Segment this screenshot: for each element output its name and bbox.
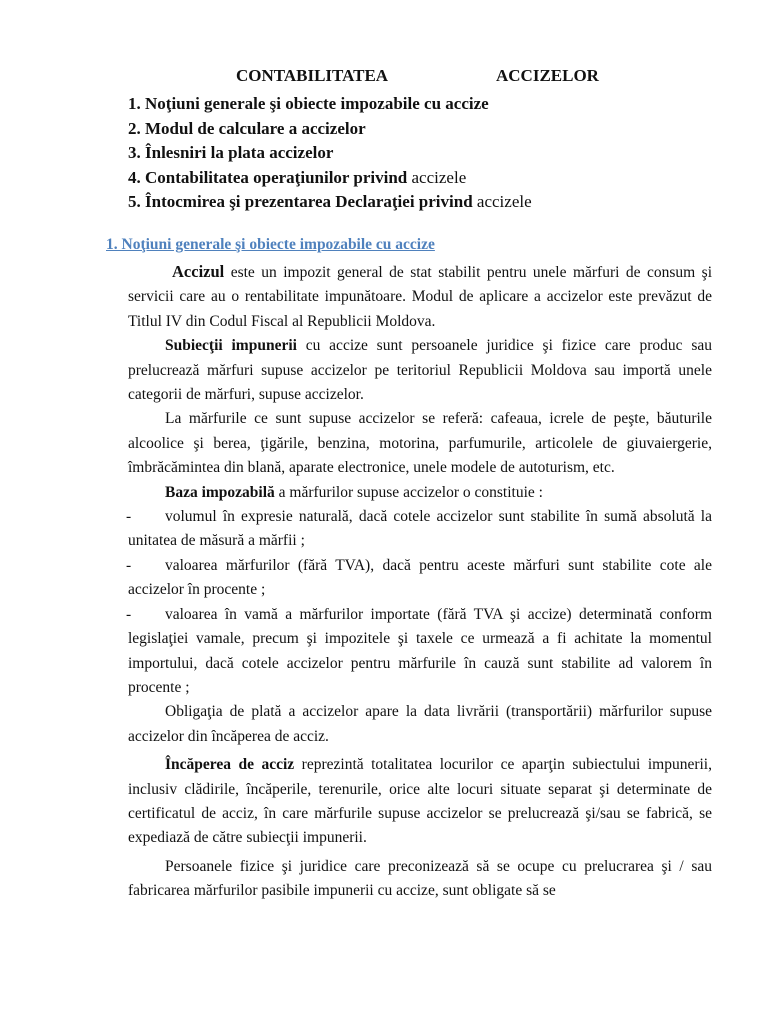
paragraph: La mărfurile ce sunt supuse accizelor se referă: cafeaua, icrele de peşte, băuturile alcoolice şi berea, ţigările, benzina, motorina, parfumurile, articolele de giuvaiergerie, îmbrăcămintea din blană, aparate electronice, unele modele de autoturism, etc. <box>128 410 712 477</box>
title-right: ACCIZELOR <box>496 66 599 85</box>
section-heading: 1. Noţiuni generale şi obiecte impozabile cu accize <box>106 236 435 253</box>
list-item: - valoarea în vamă a mărfurilor importate (fără TVA şi accize) determinată conform legislaţiei vamale, precum şi impozitele şi taxele ce urmează a fi achitate la momentul importului, dacă cotele accizelor pentru mărfurile în cauză sunt stabilite ad valorem în procente ; <box>126 605 712 696</box>
term-subiectii: Subiecţii impunerii <box>165 337 297 355</box>
term-incaperea: Încăperea de acciz <box>165 756 295 774</box>
toc-item: 3. Înlesniri la plata accizelor <box>128 143 334 162</box>
list-item: - valoarea mărfurilor (fără TVA), dacă pentru aceste mărfuri sunt stabilite cote ale accizelor în procente ; <box>126 556 712 599</box>
title-left: CONTABILITATEA <box>236 66 389 85</box>
paragraph: Accizul este un impozit general de stat stabilit pentru unele mărfuri de consum şi servicii care au o rentabilitate impunătoare. Modul de aplicare a accizelor este prevăzut de Titlul IV din Codul Fiscal al Republicii Moldova. <box>128 262 712 330</box>
paragraph: Obligaţia de plată a accizelor apare la data livrării (transportării) mărfurilor supuse accizelor din încăperea de acciz. <box>128 703 712 745</box>
paragraph: Baza impozabilă a mărfurilor supuse accizelor o constituie : <box>165 483 543 501</box>
toc-item: 1. Noţiuni generale şi obiecte impozabile cu accize <box>128 94 489 113</box>
term-baza-impozabila: Baza impozabilă <box>165 483 275 501</box>
table-of-contents <box>128 92 728 215</box>
list-item: - volumul în expresie naturală, dacă cotele accizelor sunt stabilite în sumă absolută la unitatea de măsură a mărfii ; <box>126 508 712 550</box>
toc-item: 5. Întocmirea şi prezentarea Declaraţiei privind accizele <box>128 192 532 211</box>
toc-item: 2. Modul de calculare a accizelor <box>128 118 366 138</box>
document-body <box>128 260 712 904</box>
term-accizul: Accizul <box>172 262 225 281</box>
paragraph: Subiecţii impunerii cu accize sunt persoanele juridice şi fizice care produc sau prelucrează mărfuri supuse accizelor pe teritoriul Republicii Moldova sau importă unele categorii de mărfuri, supuse accizelor. <box>128 337 712 404</box>
paragraph: Persoanele fizice şi juridice care preconizează să se ocupe cu prelucrarea şi / sau fabricarea mărfurilor pasibile impunerii cu accize, sunt obligate să se <box>128 857 712 900</box>
toc-item: 4. Contabilitatea operaţiunilor privind accizele <box>128 167 467 187</box>
paragraph: Încăperea de acciz reprezintă totalitatea locurilor ce aparţin subiectului impunerii, inclusiv clădirile, încăperile, terenurile, orice alte locuri situate separat şi determinate de certificatul de acciz, în care mărfurile supuse accizelor se prelucrează şi/sau se fabrică, se expediază de către subiecţii impunerii. <box>128 756 712 847</box>
